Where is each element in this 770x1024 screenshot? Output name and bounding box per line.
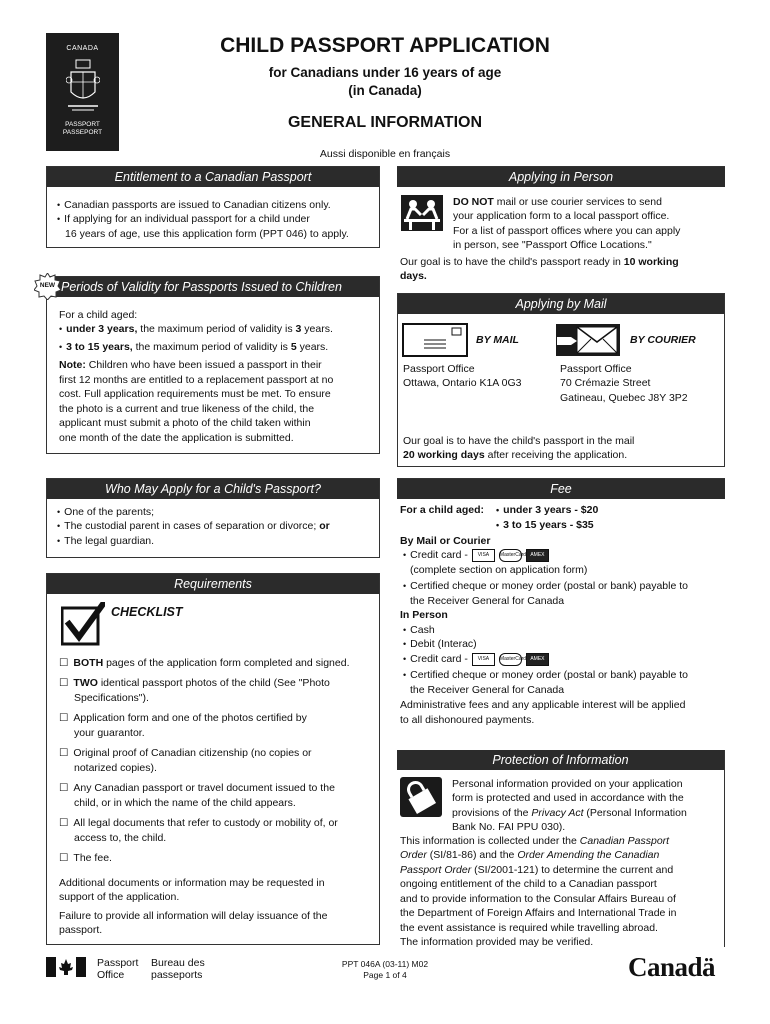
checklist-item: ☐ BOTH pages of the application form completed and signed. <box>59 656 377 670</box>
fee-child-row: • 3 to 15 years - $35 <box>400 518 724 533</box>
credit-card-row: • Credit card - VISA MasterCard AMEX <box>400 548 724 562</box>
protection-title: Protection of Information <box>397 750 724 770</box>
form-id: PPT 046A (03-11) M02 Page 1 of 4 <box>300 959 470 981</box>
visa-card-icon: VISA <box>472 549 495 562</box>
checklist-item-cont: child, or in which the name of the child appears. <box>74 796 296 809</box>
checklist-item-cont: access to, the child. <box>74 831 167 844</box>
protection-intro: Personal information provided on your application form is protected and used in accordance with the provisions of the Privacy Act (Personal Information Bank No. FAI PPU 030). <box>452 778 687 834</box>
mastercard-icon: MasterCard <box>499 653 522 666</box>
in-person-goal: Our goal is to have the child's passport ready in 10 working days. <box>400 256 679 283</box>
subtitle-line-2: (in Canada) <box>348 83 422 99</box>
checklist-item: ☐ Original proof of Canadian citizenship (no copies or <box>59 746 377 760</box>
checklist-item: ☐ Any Canadian passport or travel document issued to the <box>59 781 377 795</box>
passport-cover-image <box>46 33 119 151</box>
in-person-section <box>397 166 725 284</box>
debit-row: • Debit (Interac) <box>400 637 724 651</box>
who-title: Who May Apply for a Child's Passport? <box>47 479 379 499</box>
who-item: • One of the parents; <box>57 505 330 519</box>
checklist-item: ☐ Application form and one of the photos certified by <box>59 711 377 725</box>
fee-child-row: For a child aged: • under 3 years - $20 <box>400 503 724 518</box>
checklist-label: CHECKLIST <box>111 605 183 619</box>
credit-card-row: • Credit card - VISA MasterCard AMEX <box>400 652 724 666</box>
by-mail-section <box>397 293 725 467</box>
who-item: • The legal guardian. <box>57 534 330 548</box>
passport-office-fr: Bureau des passeports <box>151 957 205 982</box>
courier-address: Passport Office 70 Crémazie Street Gatineau, Quebec J8Y 3P2 <box>560 363 688 404</box>
cheque-row: • Certified cheque or money order (postal or bank) payable to <box>400 579 724 593</box>
entitlement-title: Entitlement to a Canadian Passport <box>47 167 379 187</box>
visa-card-icon: VISA <box>472 653 495 666</box>
passport-label: PASSPORT PASSEPORT <box>62 121 103 137</box>
cheque-row-cont: the Receiver General for Canada <box>410 683 565 696</box>
in-person-title: Applying in Person <box>397 167 725 187</box>
mail-envelope-icon <box>402 323 468 357</box>
coat-of-arms-icon <box>66 58 100 116</box>
by-courier-label: BY COURIER <box>630 334 696 346</box>
amex-card-icon: AMEX <box>526 653 549 666</box>
in-person-line: your application form to a local passport office. <box>453 210 670 223</box>
amex-card-icon: AMEX <box>526 549 549 562</box>
page-number: Page 1 of 4 <box>363 970 407 981</box>
in-person-line: in person, see "Passport Office Locations." <box>453 239 652 252</box>
who-item: • The custodial parent in cases of separation or divorce; or <box>57 519 330 533</box>
validity-title: Periods of Validity for Passports Issued to Children <box>47 277 379 297</box>
padlock-icon <box>400 777 442 817</box>
courier-envelope-icon <box>555 323 621 357</box>
failure-note: Failure to provide all information will delay issuance of the passport. <box>59 909 328 937</box>
complete-note: (complete section on application form) <box>410 563 588 576</box>
entitlement-item-cont: 16 years of age, use this application form (PPT 046) to apply. <box>65 227 349 240</box>
passport-office-en: Passport Office <box>97 957 139 982</box>
protection-body: This information is collected under the Canadian Passport Order (SI/81-86) and the Order Amending the Canadian Passport Order (SI/2001-121) to determine the current and ongoing entitlement of the child to a Canadian passport and to provide information to the Consular Affairs Bureau of the Department of Foreign Affairs and International Trade in the event assistance is required while travelling abroad. The information provided may be verified. <box>400 835 677 949</box>
entitlement-item: • Canadian passports are issued to Canadian citizens only. <box>57 198 349 212</box>
checklist-item-cont: your guarantor. <box>74 726 145 739</box>
checklist-item: ☐ All legal documents that refer to custody or mobility of, or <box>59 816 377 830</box>
checklist-item-cont: Specifications"). <box>74 691 149 704</box>
in-person-line: For a list of passport offices where you can apply <box>453 224 681 237</box>
in-person-line: DO NOT mail or use courier services to send <box>453 196 662 208</box>
admin-fees-note: Administrative fees and any applicable interest will be applied to all dishonoured payments. <box>400 699 686 726</box>
by-mail-goal: Our goal is to have the child's passport in the mail 20 working days after receiving the application. <box>403 435 635 462</box>
entitlement-item: • If applying for an individual passport for a child under <box>57 212 349 226</box>
new-badge-icon <box>34 273 61 300</box>
protection-section <box>397 750 725 947</box>
entitlement-section <box>46 166 380 248</box>
by-mail-label: BY MAIL <box>476 334 519 346</box>
new-badge-label: NEW <box>39 282 56 289</box>
validity-row: • under 3 years, the maximum period of validity is 3 years. <box>59 322 375 336</box>
subtitle-line-1: for Canadians under 16 years of age <box>268 65 502 80</box>
validity-intro: For a child aged: <box>59 309 138 321</box>
page-subtitle <box>120 64 650 100</box>
requirements-title: Requirements <box>47 574 379 594</box>
french-availability-note: Aussi disponible en français <box>319 148 451 160</box>
cash-row: • Cash <box>400 623 724 637</box>
mastercard-icon: MasterCard <box>499 549 522 562</box>
checkmark-icon <box>61 602 105 646</box>
checklist-item: ☐ The fee. <box>59 851 377 865</box>
fee-section <box>397 478 725 738</box>
who-may-apply-section <box>46 478 380 558</box>
additional-note: Additional documents or information may be requested in support of the application. <box>59 876 325 904</box>
fee-title: Fee <box>397 479 725 499</box>
canada-flag-icon <box>46 957 86 977</box>
counter-service-icon <box>401 195 443 231</box>
section-title: GENERAL INFORMATION <box>287 114 483 131</box>
checklist-item: ☐ TWO identical passport photos of the child (See "Photo <box>59 676 377 690</box>
cheque-row-cont: the Receiver General for Canada <box>410 594 565 607</box>
mail-address: Passport Office Ottawa, Ontario K1A 0G3 <box>403 363 522 390</box>
passport-country-label: CANADA <box>66 45 99 52</box>
validity-section <box>46 276 380 454</box>
validity-note: Note: Children who have been issued a passport in their first 12 months are entitled to a replacement passport at no cost. Full application requirements must be met. To ensure the photo is a current and true likeness of the child, the applicant must submit a photo of the child taken within one month of the date the application is submitted. <box>59 359 334 444</box>
validity-row: • 3 to 15 years, the maximum period of validity is 5 years. <box>59 340 375 354</box>
page-title: CHILD PASSPORT APPLICATION <box>220 34 550 57</box>
mail-courier-heading: By Mail or Courier <box>400 535 491 547</box>
canada-wordmark: Canadä <box>628 952 716 982</box>
checklist-item-cont: notarized copies). <box>74 761 157 774</box>
cheque-row: • Certified cheque or money order (postal or bank) payable to <box>400 668 724 682</box>
in-person-heading: In Person <box>400 609 448 622</box>
by-mail-title: Applying by Mail <box>398 294 724 314</box>
requirements-section <box>46 573 380 945</box>
